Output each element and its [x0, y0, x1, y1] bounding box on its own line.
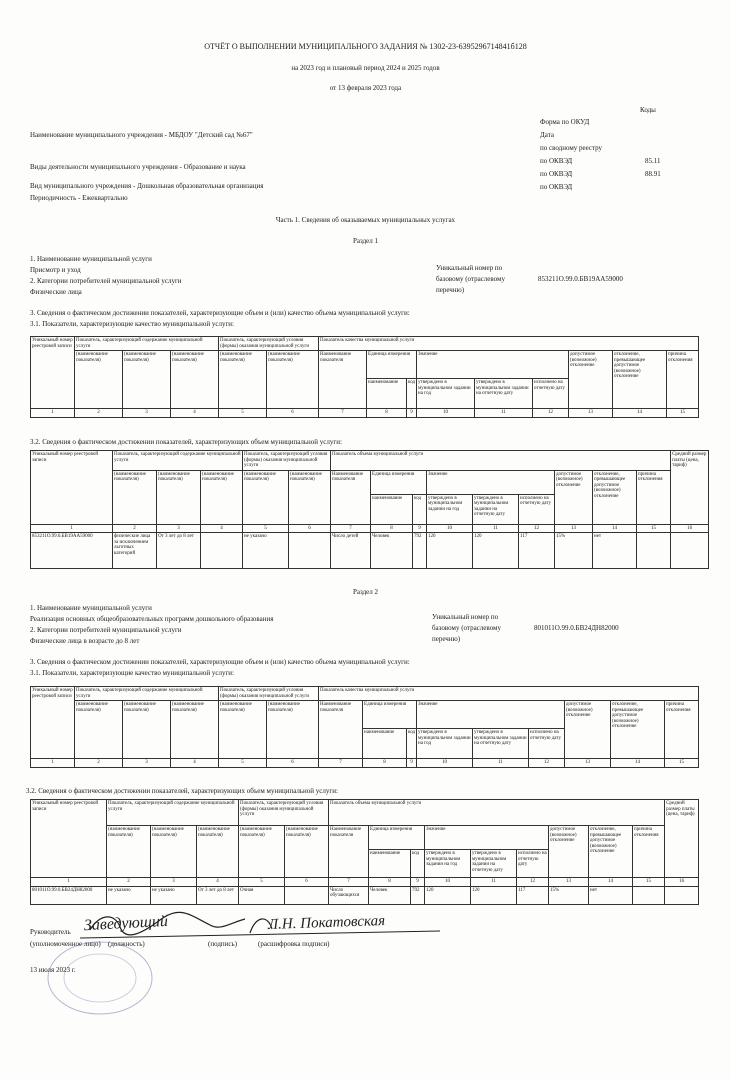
report-date: от 13 февраля 2023 года: [329, 84, 402, 92]
okud-label: Форма по ОКУД: [540, 118, 590, 126]
s2-line2: Реализация основных общеобразовательных программ дошкольного образования: [30, 615, 274, 623]
s2-unique-label-1: Уникальный номер по: [432, 613, 499, 621]
okved3-label: по ОКВЭД: [540, 183, 573, 191]
s1-unique-code: 853211О.99.0.БВ19АА59000: [538, 275, 623, 283]
s2-unique-code: 801011О.99.0.БВ24ДН82000: [534, 624, 619, 632]
okved1-label: по ОКВЭД: [540, 157, 573, 165]
handwritten-name: Л.Н. Покатовская: [267, 912, 386, 934]
s2-section31: 3.1. Показатели, характеризующие качество муниципальной услуги:: [30, 669, 235, 677]
s2-line1: 1. Наименование муниципальной услуги: [30, 604, 152, 612]
s1-line2: Присмотр и уход: [30, 266, 81, 274]
date-label: Дата: [540, 131, 554, 139]
footer-date: 13 июля 2023 г.: [30, 966, 76, 974]
s1-volume-table: Уникальный номер реестровой записи Показатель, характеризующий содержание муниципальной услуги Показатель, характеризующий условия (формы) оказания муниципальной услуги Показатель объема муниципальной услуги Средний размер платы (цена, тариф) (наименование показателя) (наименование показателя) (наименование показателя) (наименование показателя) (наименование показателя) Наименование показателя Единица измерения Значение допустимое (возможное) отклонение отклонение, превышающее допустимое (возможное) отклонение причина отклонения наименование код утверждено в муниципальном задании на год утверждено в муниципальном задании на отчетную дату исполнено на отчетную дату 1 2 3 4 5 6 7 8 9 10 11 12 13 14 15 16 853211О.99.0.БВ19АА59000 физические лица за исключением льготных категорий От 3 лет до 8 лет не указано Число детей Человек 792 120 120 117 15% нет: [30, 450, 709, 569]
s2-section32: 3.2. Сведения о фактическом достижении показателей, характеризующих объем муниципальной услуги:: [26, 787, 338, 795]
report-title: ОТЧЁТ О ВЫПОЛНЕНИИ МУНИЦИПАЛЬНОГО ЗАДАНИЯ № 1302-23-6395296714841б128: [204, 42, 527, 51]
s1-line4: Физические лица: [30, 288, 82, 296]
s2-section3: 3. Сведения о фактическом достижении показателей, характеризующие объем и (или) качество объема муниципальной услуги:: [30, 658, 410, 666]
handwritten-position: Заведующий: [83, 912, 169, 935]
decode-label: (расшифровка подписи): [258, 940, 330, 948]
s1-section32: 3.2. Сведения о фактическом достижении показателей, характеризующих объем муниципальной услуги:: [30, 438, 342, 446]
table-row: 853211О.99.0.БВ19АА59000 физические лица за исключением льготных категорий От 3 лет до 8 лет не указано Число детей Человек 792 120 120 117 15% нет: [31, 533, 709, 569]
institution-type: Вид муниципального учреждения - Дошкольная образовательная организация: [30, 182, 264, 190]
s2-volume-table: Уникальный номер реестровой записи Показатель, характеризующий содержание муниципальной услуги Показатель, характеризующий условия (формы) оказания муниципальной услуги Показатель объема муниципальной услуги Средний размер платы (цена, тариф) (наименование показателя) (наименование показателя) (наименование показателя) (наименование показателя) (наименование показателя) Наименование показателя Единица измерения Значение допустимое (возможное) отклонение отклонение, превышающее допустимое (возможное) отклонение причина отклонения наименование код утверждено в муниципальном задании на год утверждено в муниципальном задании на отчетную дату исполнено на отчетную дату 1 2 3 4 5 6 7 8 9 10 11 12 13 14 15 16 801011О.99.0.БВ24ДН82000 не указано не указано От 3 лет до 8 лет Очная Число обучающихся Человек 792 120 120 117 15% нет: [30, 799, 699, 905]
head-label: Руководитель: [30, 928, 71, 936]
section2-title: Раздел 2: [352, 588, 379, 596]
okved2-value: 88.91: [645, 170, 661, 178]
institution-activity: Виды деятельности муниципального учреждения - Образование и наука: [30, 163, 246, 171]
s1-quality-table: Уникальный номер реестровой записи Показатель, характеризующий содержание муниципальной услуги Показатель, характеризующий условия (формы) оказания муниципальной услуги Показатель качества муниципальной услуги (наименование показателя) (наименование показателя) (наименование показателя) (наименование показателя) (наименование показателя) Наименование показателя Единица измерения Значение допустимое (возможное) отклонение отклонение, превышающее допустимое (возможное) отклонение причина отклонения наименование код утверждено в муниципальном задании на год утверждено в муниципальном задании на отчетную дату исполнено на отчетную дату 1 2 3 4 5 6 7 8 9 10 11 12 13 14 15: [30, 336, 699, 418]
s2-line3: 2. Категории потребителей муниципальной услуги: [30, 626, 182, 634]
codes-title: Коды: [640, 106, 656, 114]
s2-unique-label-3: перечню): [432, 635, 461, 643]
table-row: 801011О.99.0.БВ24ДН82000 не указано не указано От 3 лет до 8 лет Очная Число обучающихся Человек 792 120 120 117 15% нет: [31, 886, 699, 904]
s1-unique-label-2: базовому (отраслевому: [436, 275, 505, 283]
signature-label: (подпись): [208, 940, 238, 948]
s1-section31: 3.1. Показатели, характеризующие качество муниципальной услуги:: [30, 320, 235, 328]
s1-section3: 3. Сведения о фактическом достижении показателей, характеризующие объем и (или) качество объема муниципальной услуги:: [30, 309, 410, 317]
institution-periodicity: Периодичность - Ежеквартально: [30, 194, 128, 202]
s1-unique-label-3: перечню): [436, 286, 465, 294]
s2-unique-label-2: базовому (отраслевому: [432, 624, 501, 632]
position-label: (должность): [108, 940, 145, 948]
s1-line1: 1. Наименование муниципальной услуги: [30, 255, 152, 263]
stamp-icon: [40, 930, 160, 1020]
part1-title: Часть 1. Сведения об оказываемых муниципальных услугах: [275, 216, 456, 224]
s1-line3: 2. Категории потребителей муниципальной услуги: [30, 277, 182, 285]
s2-line4: Физические лица в возрасте до 8 лет: [30, 637, 140, 645]
report-period: на 2023 год и плановый период 2024 и 2025 годов: [291, 64, 440, 72]
section1-title: Раздел 1: [352, 237, 379, 245]
s2-quality-table: Уникальный номер реестровой записи Показатель, характеризующий содержание муниципальной услуги Показатель, характеризующий условия (формы) оказания муниципальной услуги Показатель качества муниципальной услуги (наименование показателя) (наименование показателя) (наименование показателя) (наименование показателя) (наименование показателя) Наименование показателя Единица измерения Значение допустимое (возможное) отклонение отклонение, превышающее допустимое (возможное) отклонение причина отклонения наименование код утверждено в муниципальном задании на год утверждено в муниципальном задании на отчетную дату исполнено на отчетную дату 1 2 3 4 5 6 7 8 9 10 11 12 13 14 15: [30, 686, 699, 768]
authorized-label: (уполномоченное лицо): [30, 940, 101, 948]
okved1-value: 85.11: [645, 157, 661, 165]
okved2-label: по ОКВЭД: [540, 170, 573, 178]
institution-name: Наименование муниципального учреждения - МБДОУ "Детский сад №67": [30, 131, 253, 139]
registry-label: по сводному реестру: [540, 144, 603, 152]
s1-unique-label-1: Уникальный номер по: [436, 264, 503, 272]
